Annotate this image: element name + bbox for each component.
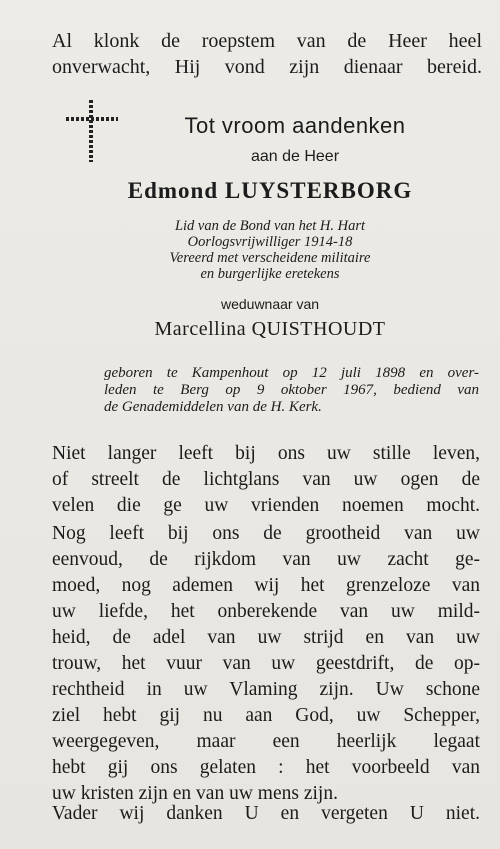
distinctions bbox=[40, 218, 500, 282]
distinction-line: en burgerlijke eretekens bbox=[200, 266, 340, 282]
distinction-line: Oorlogsvrijwilliger 1914-18 bbox=[187, 234, 353, 250]
paragraph-line: Niet langer leeft bij ons uw stille leven, bbox=[52, 443, 480, 464]
paragraph-line: weergegeven, maar een heerlijk legaat bbox=[52, 731, 480, 752]
verse-line: Al klonk de roepstem van de Heer heel bbox=[52, 30, 482, 52]
paragraph-line: ziel hebt gij nu aan God, uw Schepper, bbox=[52, 705, 480, 726]
paragraph-tribute bbox=[52, 521, 480, 807]
memory-subline: aan de Heer bbox=[250, 148, 340, 165]
paragraph-line: rechtheid in uw Vlaming zijn. Uw schone bbox=[52, 679, 480, 700]
widower-label: weduwnaar van bbox=[220, 296, 320, 312]
verse-line: onverwacht, Hij vond zijn dienaar bereid. bbox=[52, 56, 482, 78]
distinction-line: Vereerd met verscheidene militaire bbox=[169, 250, 371, 266]
paragraph-line: uw kristen zijn en van uw mens zijn. bbox=[52, 783, 338, 804]
paragraph-line: heid, de adel van uw strijd en van uw bbox=[52, 627, 480, 648]
birth-death-line: de Genademiddelen van de H. Kerk. bbox=[104, 399, 322, 415]
paragraph-line: moed, nog ademen wij het grenzeloze van bbox=[52, 575, 480, 596]
paragraph-line: eenvoud, de rijkdom van uw zacht ge- bbox=[52, 549, 480, 570]
birth-death-line: leden te Berg op 9 oktober 1967, bediend van bbox=[104, 382, 479, 398]
paragraph-line: of streelt de lichtglans van uw ogen de bbox=[52, 469, 480, 490]
birth-death-info bbox=[104, 365, 479, 416]
distinction-line: Lid van de Bond van het H. Hart bbox=[174, 218, 366, 234]
paragraph-line: velen die ge uw vrienden noemen mocht. bbox=[52, 495, 480, 516]
memory-line: Tot vroom aandenken bbox=[184, 113, 406, 138]
paragraph-line: hebt gij ons gelaten : het voorbeeld van bbox=[52, 757, 480, 778]
paragraph-line: uw liefde, het onberekende van uw mild- bbox=[52, 601, 480, 622]
spouse-name: Marcellina QUISTHOUDT bbox=[154, 318, 386, 340]
deceased-name: Edmond LUYSTERBORG bbox=[127, 178, 413, 203]
cross-icon bbox=[66, 100, 118, 162]
opening-verse bbox=[52, 28, 482, 80]
memory-heading bbox=[130, 112, 460, 168]
closing-prayer bbox=[52, 801, 480, 827]
paragraph-line: trouw, het vuur van uw geestdrift, de op- bbox=[52, 653, 480, 674]
birth-death-line: geboren te Kampenhout op 12 juli 1898 en over- bbox=[104, 365, 479, 381]
paragraph-line: Nog leeft bij ons de grootheid van uw bbox=[52, 523, 480, 544]
paragraph-remembrance bbox=[52, 441, 480, 519]
closing-line: Vader wij danken U en vergeten U niet. bbox=[52, 803, 480, 824]
